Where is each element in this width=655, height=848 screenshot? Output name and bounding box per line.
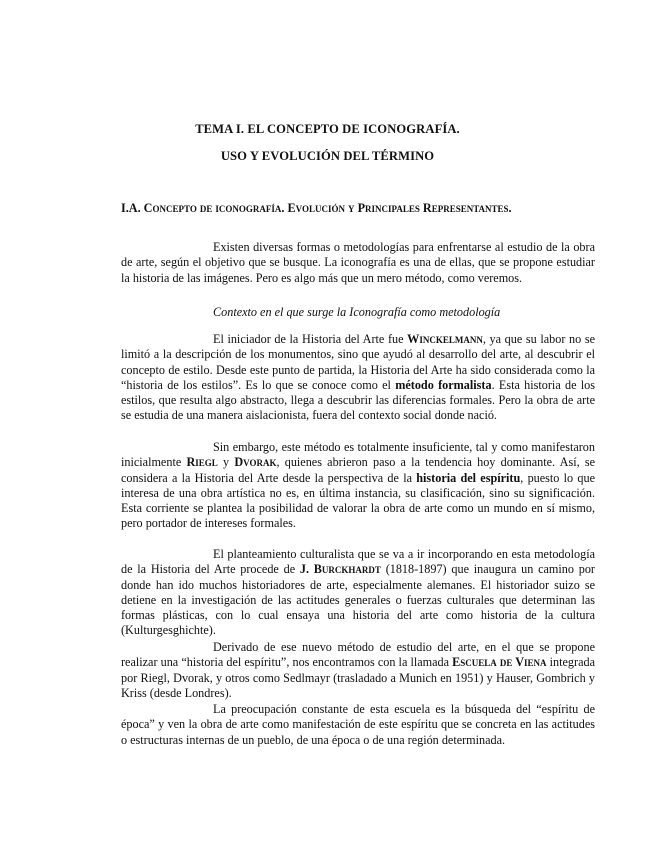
paragraph-intro (121, 240, 595, 286)
paragraph-burckhardt (121, 547, 595, 639)
text-run: , puesto lo que interesa de una obra artística no es, en última instancia, su clasificación, sino su significación. Esta corriente se plantea la posibilidad de valorar la obra de arte como un mundo en sí mismo, pero portador de intereses formales. (121, 470, 595, 531)
text-run: El planteamiento culturalista que se va a ir incorporando en esta metodología de la Historia del Arte procede de (121, 547, 595, 577)
paragraph-intro-text: Existen diversas formas o metodologías para enfrentarse al estudio de la obra de arte, según el objetivo que se busque. La iconografía es una de ellas, que se propone estudiar la historia de las imágenes. Pero es algo más que un mero método, como veremos. (121, 240, 595, 285)
paragraph-winckelmann (121, 332, 595, 424)
text-run: Derivado de ese nuevo método de estudio del arte, en el que se propone realizar una “historia del espíritu”, nos encontramos con la llamada (121, 640, 595, 670)
name-dvorak: Dvorak (234, 455, 277, 470)
name-riegl: Riegl (186, 455, 218, 470)
text-run: , ya que su labor no se limitó a la descripción de los monumentos, sino que ayudó al desarrollo del arte, al descubrir el concepto de estilo. Desde este punto de partida, la Historia del Arte ha sido considerada como la “historia de los estilos”. Es lo que se conoce como el (121, 332, 595, 392)
paragraph-escuela-viena (121, 640, 595, 701)
term-historia-del-espiritu: historia del espíritu (416, 470, 521, 485)
term-metodo-formalista: método formalista (395, 377, 492, 392)
document-title-line-2: USO Y EVOLUCIÓN DEL TÉRMINO (220, 149, 435, 163)
text-run: (1818-1897) que inaugura un camino por donde han ido muchos historiadores de arte, especialmente alemanes. El historiador suizo se detiene en la investigación de las actitudes generales o fuerzas culturales que determinan las formas plásticas, con lo cual ensaya una historia del arte como historia de la cultura (Kulturgesghichte). (121, 562, 595, 638)
section-heading: I.A. Concepto de iconografía. Evolución y Principales Representantes. (121, 201, 512, 215)
paragraph-riegl-dvorak (121, 440, 595, 532)
text-run: . Esta historia de los estilos, que resulta algo abstracto, llega a descubrir las diferencias formales. Pero la obra de arte se estudia de una manera aislacionista, fuera del contexto social donde nació. (121, 377, 596, 423)
name-escuela-de-viena: Escuela de Viena (452, 655, 547, 670)
text-run: Sin embargo, este método es totalmente insuficiente, tal y como manifestaron inicialmente (121, 440, 595, 470)
paragraph-espiritu-de-epoca (121, 702, 595, 748)
text-run: integrada por Riegl, Dvorak, y otros como Sedlmayr (trasladado a Munich en 1951) y Hauser, Gombrich y Kriss (desde Londres). (121, 655, 595, 700)
subheading-context: Contexto en el que surge la Iconografía como metodología (213, 305, 501, 319)
name-winckelmann: Winckelmann (407, 332, 483, 346)
text-run: y (217, 455, 235, 470)
text-run: , quienes abrieron paso a la tendencia hoy dominante. Así, se considera a la Historia del Arte desde la perspectiva de la (121, 455, 595, 485)
name-burckhardt: J. Burckhardt (299, 562, 381, 577)
paragraph-espiritu-text: La preocupación constante de esta escuela es la búsqueda del “espíritu de época” y ven la obra de arte como manifestación de este espíritu que se concreta en las actitudes o estructuras internas de un pueblo, de una época o de una región determinada. (121, 702, 595, 747)
document-title-line-1: TEMA I. EL CONCEPTO DE ICONOGRAFÍA. (195, 122, 460, 136)
text-run: El iniciador de la Historia del Arte fue (213, 332, 408, 346)
